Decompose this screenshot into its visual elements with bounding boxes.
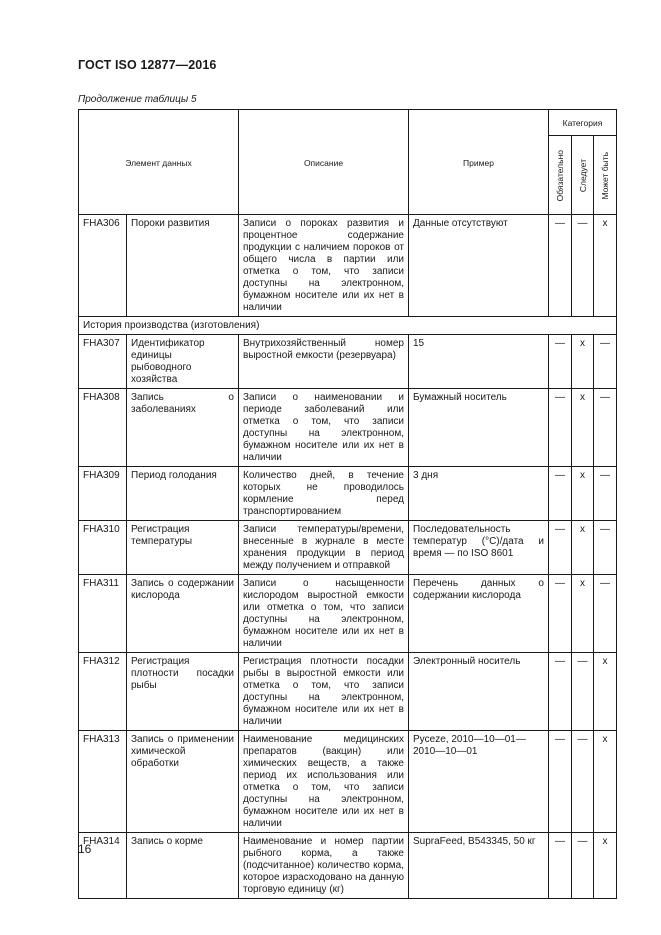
row-should: — [572, 731, 594, 833]
section-title: История производства (изготовления) [79, 317, 617, 335]
table-row [79, 731, 617, 833]
row-example: Перечень данных о содержании кислорода [409, 575, 549, 653]
row-should: x [572, 389, 594, 467]
header-element: Элемент данных [79, 110, 239, 215]
row-example: 3 дня [409, 467, 549, 521]
document-header: ГОСТ ISO 12877—2016 [78, 58, 217, 72]
row-name: Регистрация плотности посадки рыбы [127, 653, 239, 731]
row-example: Бумажный носитель [409, 389, 549, 467]
row-example: 15 [409, 335, 549, 389]
row-code: FHA312 [79, 653, 127, 731]
table-row [79, 521, 617, 575]
row-example: Последовательность температур (°С)/дата и время — по ISO 8601 [409, 521, 549, 575]
row-description: Наименование и номер партии рыбного корма, а также (подсчитанное) количество корма, которое израсходовано на данную торговую единицу (кг) [239, 833, 409, 899]
row-should: — [572, 833, 594, 899]
table-row [79, 467, 617, 521]
row-name: Запись о содержании кислорода [127, 575, 239, 653]
row-description: Записи о насыщенности кислородом выростной емкости или отметка о том, что записи доступны на электронном, бумажном носителе или их нет в наличии [239, 575, 409, 653]
row-description: Записи о пороках развития и процентное содержание продукции с наличием пороков от общего числа в партии или отметка о том, что записи доступны на электронном, бумажном носителе или их нет в наличии [239, 215, 409, 317]
row-may: x [594, 833, 617, 899]
header-should-label: Следует [577, 158, 588, 193]
table-row [79, 335, 617, 389]
row-example: SupraFeed, B543345, 50 кг [409, 833, 549, 899]
row-code: FHA306 [79, 215, 127, 317]
table-caption: Продолжение таблицы 5 [78, 94, 197, 105]
row-code: FHA307 [79, 335, 127, 389]
row-should: — [572, 215, 594, 317]
row-may: — [594, 389, 617, 467]
row-code: FHA311 [79, 575, 127, 653]
row-mandatory: — [549, 575, 572, 653]
row-name: Пороки развития [127, 215, 239, 317]
row-name: Запись о применении химической обработки [127, 731, 239, 833]
row-may: x [594, 215, 617, 317]
section-row [79, 317, 617, 335]
data-elements-table [78, 109, 617, 899]
row-description: Наименование медицинских препаратов (вакцин) или химических веществ, а также период их использования или отметка о том, что записи доступны на электронном, бумажном носителе или их нет в наличии [239, 731, 409, 833]
row-should: x [572, 521, 594, 575]
row-may: — [594, 521, 617, 575]
row-description: Внутрихозяйственный номер выростной емкости (резервуара) [239, 335, 409, 389]
row-mandatory: — [549, 731, 572, 833]
row-may: — [594, 575, 617, 653]
row-code: FHA309 [79, 467, 127, 521]
row-may: x [594, 731, 617, 833]
row-may: — [594, 467, 617, 521]
row-name: Запись о корме [127, 833, 239, 899]
row-name: Идентификатор единицы рыбоводного хозяйства [127, 335, 239, 389]
page-number: 16 [78, 842, 92, 856]
row-name: Регистрация температуры [127, 521, 239, 575]
row-mandatory: — [549, 521, 572, 575]
header-example: Пример [409, 110, 549, 215]
header-may-label: Может быть [600, 151, 610, 200]
row-should: x [572, 575, 594, 653]
row-name: Период голодания [127, 467, 239, 521]
header-should [572, 136, 594, 215]
row-mandatory: — [549, 833, 572, 899]
table-row [79, 389, 617, 467]
row-description: Записи о наименовании и периоде заболеваний или отметка о том, что записи доступны на электронном, бумажном носителе или их нет в наличии [239, 389, 409, 467]
row-code: FHA310 [79, 521, 127, 575]
row-should: — [572, 653, 594, 731]
table-row [79, 653, 617, 731]
row-code: FHA313 [79, 731, 127, 833]
row-example: Электронный носитель [409, 653, 549, 731]
row-description: Записи температуры/времени, внесенные в журнале в месте хранения продукции в период между получением и отправкой [239, 521, 409, 575]
header-mandatory [549, 136, 572, 215]
row-may: — [594, 335, 617, 389]
row-example: Данные отсутствуют [409, 215, 549, 317]
row-should: x [572, 335, 594, 389]
row-should: x [572, 467, 594, 521]
header-mandatory-label: Обязательно [555, 149, 565, 202]
row-mandatory: — [549, 389, 572, 467]
row-name: Запись о заболеваниях [127, 389, 239, 467]
row-may: x [594, 653, 617, 731]
row-description: Регистрация плотности посадки рыбы в выростной емкости или отметка о том, что записи доступны на электронном, бумажном носителе или их нет в наличии [239, 653, 409, 731]
row-mandatory: — [549, 335, 572, 389]
table-row [79, 575, 617, 653]
row-mandatory: — [549, 467, 572, 521]
table-row [79, 833, 617, 899]
table-row [79, 215, 617, 317]
row-mandatory: — [549, 653, 572, 731]
header-category: Категория [549, 110, 617, 136]
row-example: Pyceze, 2010—10—01—2010—10—01 [409, 731, 549, 833]
header-may [594, 136, 617, 215]
header-description: Описание [239, 110, 409, 215]
row-description: Количество дней, в течение которых не проводилось кормление перед транспортированием [239, 467, 409, 521]
row-mandatory: — [549, 215, 572, 317]
row-code: FHA308 [79, 389, 127, 467]
row-code: FHA314 [79, 833, 127, 899]
